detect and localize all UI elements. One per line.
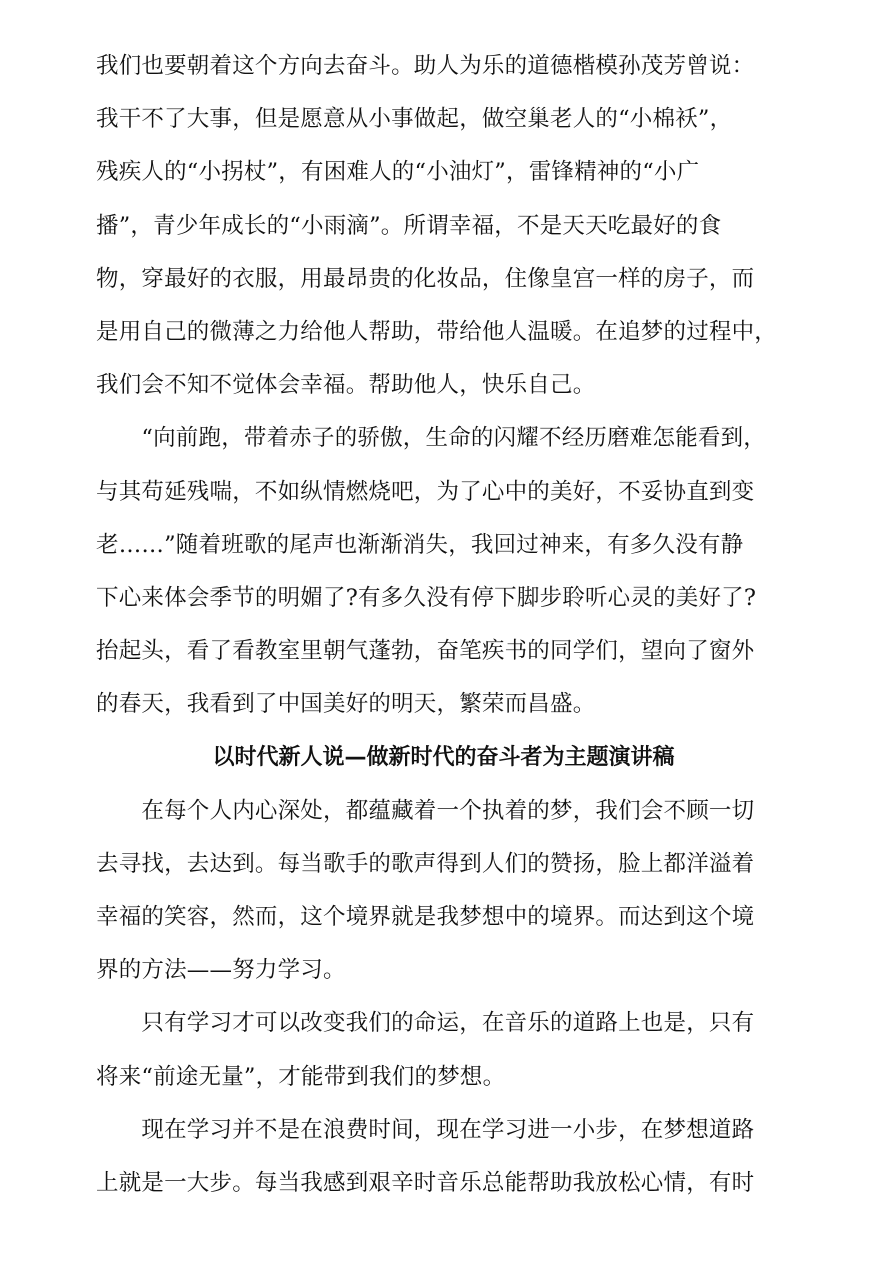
text-line: 只有学习才可以改变我们的命运，在音乐的道路上也是，只有 — [96, 1010, 755, 1037]
text-line: 老……”随着班歌的尾声也渐渐消失，我回过神来，有多久没有静 — [96, 531, 744, 558]
text-line: 在每个人内心深处，都蕴藏着一个执着的梦，我们会不顾一切 — [96, 797, 755, 824]
text-line: 的春天，我看到了中国美好的明天，繁荣而昌盛。 — [96, 691, 596, 718]
text-line: 与其苟延残喘，不如纵情燃烧吧，为了心中的美好，不妥协直到变 — [96, 478, 755, 505]
text-line: 抬起头，看了看教室里朝气蓬勃，奋笔疾书的同学们，望向了窗外 — [96, 638, 755, 665]
text-line: 残疾人的“小拐杖”，有困难人的“小油灯”，雷锋精神的“小广 — [96, 159, 700, 186]
text-line: 幸福的笑容，然而，这个境界就是我梦想中的境界。而达到这个境 — [96, 904, 755, 930]
text-line: 我们也要朝着这个方向去奋斗。助人为乐的道德楷模孙茂芳曾说： — [96, 53, 755, 79]
text-line: 播”，青少年成长的“小雨滴”。所谓幸福，不是天天吃最好的食 — [96, 212, 722, 239]
text-line: 物，穿最好的衣服，用最昂贵的化妆品，住像皇宫一样的房子，而 — [96, 265, 755, 292]
text-line: “向前跑，带着赤子的骄傲，生命的闪耀不经历磨难怎能看到， — [96, 425, 767, 452]
text-line: 上就是一大步。每当我感到艰辛时音乐总能帮助我放松心情，有时 — [96, 1169, 755, 1196]
text-line: 下心来体会季节的明媚了?有多久没有停下脚步聆听心灵的美好了? — [96, 584, 757, 611]
text-line: 界的方法——努力学习。 — [96, 957, 346, 984]
text-line: 我干不了大事，但是愿意从小事做起，做空巢老人的“小棉袄”， — [96, 106, 733, 133]
text-line: 现在学习并不是在浪费时间，现在学习进一小步，在梦想道路 — [96, 1116, 755, 1143]
text-line: 将来“前途无量”，才能带到我们的梦想。 — [96, 1063, 506, 1090]
text-line: 我们会不知不觉体会幸福。帮助他人，快乐自己。 — [96, 372, 596, 399]
section-title: 以时代新人说—做新时代的奋斗者为主题演讲稿 — [212, 745, 675, 771]
text-line: 去寻找，去达到。每当歌手的歌声得到人们的赞扬，脸上都洋溢着 — [96, 850, 755, 877]
text-line: 是用自己的微薄之力给他人帮助，带给他人温暖。在追梦的过程中， — [96, 318, 778, 345]
